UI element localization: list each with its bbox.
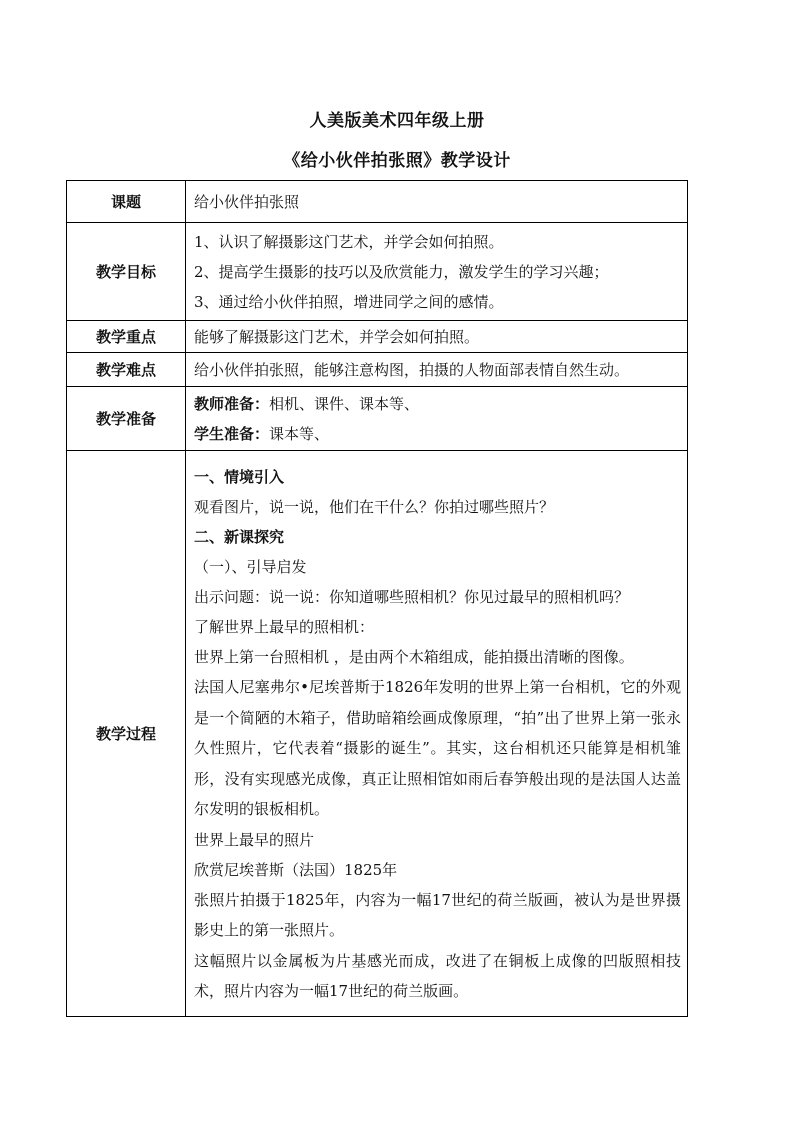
difficulty-label: 教学难点 bbox=[67, 353, 186, 387]
document-subtitle: 《给小伙伴拍张照》教学设计 bbox=[283, 151, 511, 171]
table-row-difficulty bbox=[67, 353, 688, 387]
subsection-heading: （一）、引导启发 bbox=[194, 558, 307, 577]
table-row-goals bbox=[67, 223, 688, 321]
paragraph: 观看图片，说一说，他们在干什么？你拍过哪些照片？ bbox=[194, 498, 555, 517]
section-heading: 二、新课探究 bbox=[194, 528, 285, 547]
teacher-preparation-value: 相机、课件、课本等、 bbox=[269, 394, 420, 413]
document-title: 人美版美术四年级上册 bbox=[309, 111, 485, 131]
paragraph: 这幅照片以金属板为片基感光而成，改进了在铜板上成像的凹版照相技术，照片内容为一幅17世纪的荷兰版画。 bbox=[194, 951, 681, 1001]
table-row-focus bbox=[67, 321, 688, 353]
paragraph: 张照片拍摄于1825年，内容为一幅17世纪的荷兰版画，被认为是世界摄影史上的第一张照片。 bbox=[194, 890, 681, 940]
table-row-process bbox=[67, 451, 688, 1017]
section-heading: 一、情境引入 bbox=[194, 468, 285, 487]
paragraph: 了解世界上最早的照相机： bbox=[194, 618, 375, 637]
focus-value: 能够了解摄影这门艺术，并学会如何拍照。 bbox=[186, 321, 688, 353]
focus-label: 教学重点 bbox=[67, 321, 186, 353]
difficulty-value: 给小伙伴拍张照，能够注意构图，拍摄的人物面部表情自然生动。 bbox=[186, 353, 688, 387]
student-preparation bbox=[194, 419, 681, 449]
student-preparation-value: 课本等、 bbox=[269, 424, 330, 443]
preparation-cell bbox=[186, 387, 688, 451]
paragraph: 法国人尼塞弗尔•尼埃普斯于1826年发明的世界上第一台相机，它的外观是一个简陋的木箱子，借助暗箱绘画成像原理，“拍”出了世界上第一张永久性照片，它代表着“摄影的诞生”。其实，这台相机还只能算是相机雏形，没有实现感光成像，真正让照相馆如雨后春笋般出现的是法国人达盖尔发明的银板相机。 bbox=[194, 678, 681, 819]
process-cell bbox=[186, 451, 688, 1017]
student-preparation-label: 学生准备： bbox=[194, 424, 270, 443]
paragraph: 世界上最早的照片 bbox=[194, 830, 315, 849]
goal-item: 2、提高学生摄影的技巧以及欣赏能力，激发学生的学习兴趣； bbox=[194, 262, 609, 281]
table-row-preparation bbox=[67, 387, 688, 451]
goal-item: 3、通过给小伙伴拍照，增进同学之间的感情。 bbox=[194, 292, 504, 311]
teacher-preparation-label: 教师准备： bbox=[194, 394, 270, 413]
topic-label: 课题 bbox=[67, 181, 186, 223]
goal-item: 1、认识了解摄影这门艺术，并学会如何拍照。 bbox=[194, 232, 504, 251]
goals-cell bbox=[186, 223, 688, 321]
paragraph: 欣赏尼埃普斯（法国）1825年 bbox=[194, 860, 398, 879]
topic-value: 给小伙伴拍张照 bbox=[186, 181, 688, 223]
goals-label: 教学目标 bbox=[67, 223, 186, 321]
table-row-topic bbox=[67, 181, 688, 223]
preparation-label: 教学准备 bbox=[67, 387, 186, 451]
paragraph: 出示问题：说一说：你知道哪些照相机？你见过最早的照相机吗？ bbox=[194, 588, 630, 607]
lesson-plan-table bbox=[66, 180, 688, 1017]
paragraph: 世界上第一台照相机 ，是由两个木箱组成，能拍摄出清晰的图像。 bbox=[194, 648, 634, 667]
teacher-preparation bbox=[194, 389, 681, 419]
process-label: 教学过程 bbox=[67, 451, 186, 1017]
